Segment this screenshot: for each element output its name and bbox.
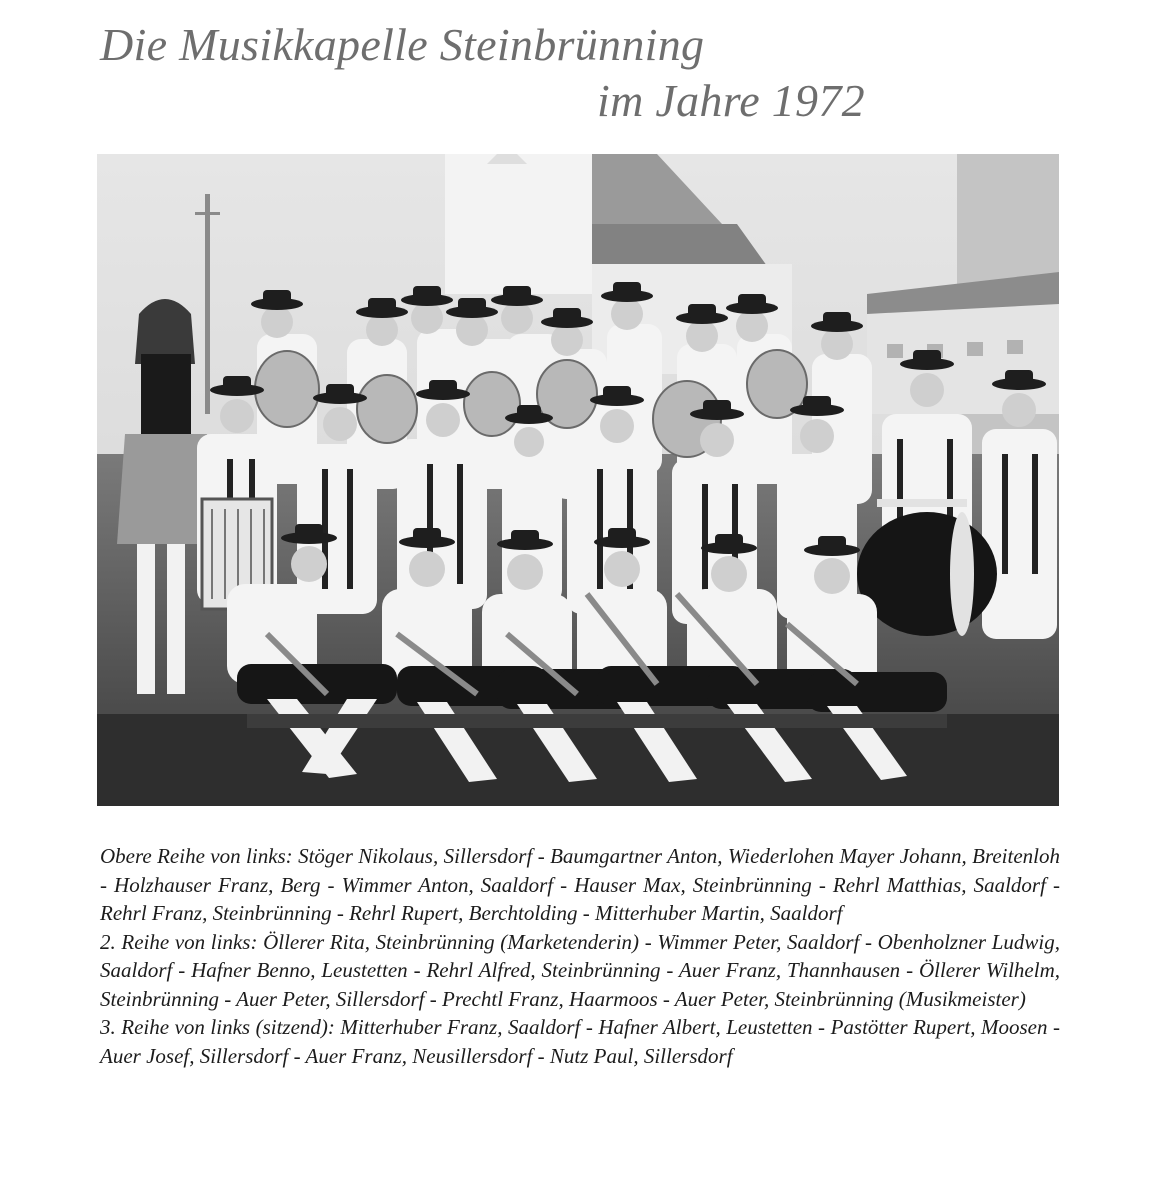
photo-caption	[100, 842, 1060, 1070]
band-group-photo	[97, 154, 1059, 806]
page-title	[0, 0, 1158, 140]
caption-row-third: 3. Reihe von links (sitzend): Mitterhuber Franz, Saaldorf - Hafner Albert, Leustetten - Pastötter Rupert, Moosen - Auer Josef, Sillersdorf - Auer Franz, Neusillersdorf - Nutz Paul, Sillersdorf	[100, 1015, 1060, 1068]
caption-row-top: Obere Reihe von links: Stöger Nikolaus, Sillersdorf - Baumgartner Anton, Wiederlohen Mayer Johann, Breitenloh - Holzhauser Franz, Berg - Wimmer Anton, Saaldorf - Hauser Max, Steinbrünning - Rehrl Matthias, Saaldorf - Rehrl Franz, Steinbrünning - Rehrl Rupert, Berchtolding - Mitterhuber Martin, Saaldorf	[100, 844, 1060, 925]
title-line-2: im Jahre 1972	[597, 75, 865, 126]
caption-row-second: 2. Reihe von links: Öllerer Rita, Steinbrünning (Marketenderin) - Wimmer Peter, Saaldorf - Obenholzner Ludwig, Saaldorf - Hafner Benno, Leustetten - Rehrl Alfred, Steinbrünning - Auer Franz, Thannhausen - Öllerer Wilhelm, Steinbrünning - Auer Peter, Sillersdorf - Prechtl Franz, Haarmoos - Auer Peter, Steinbrünning (Musikmeister)	[100, 929, 1060, 1011]
title-line-1: Die Musikkapelle Steinbrünning	[100, 19, 705, 70]
